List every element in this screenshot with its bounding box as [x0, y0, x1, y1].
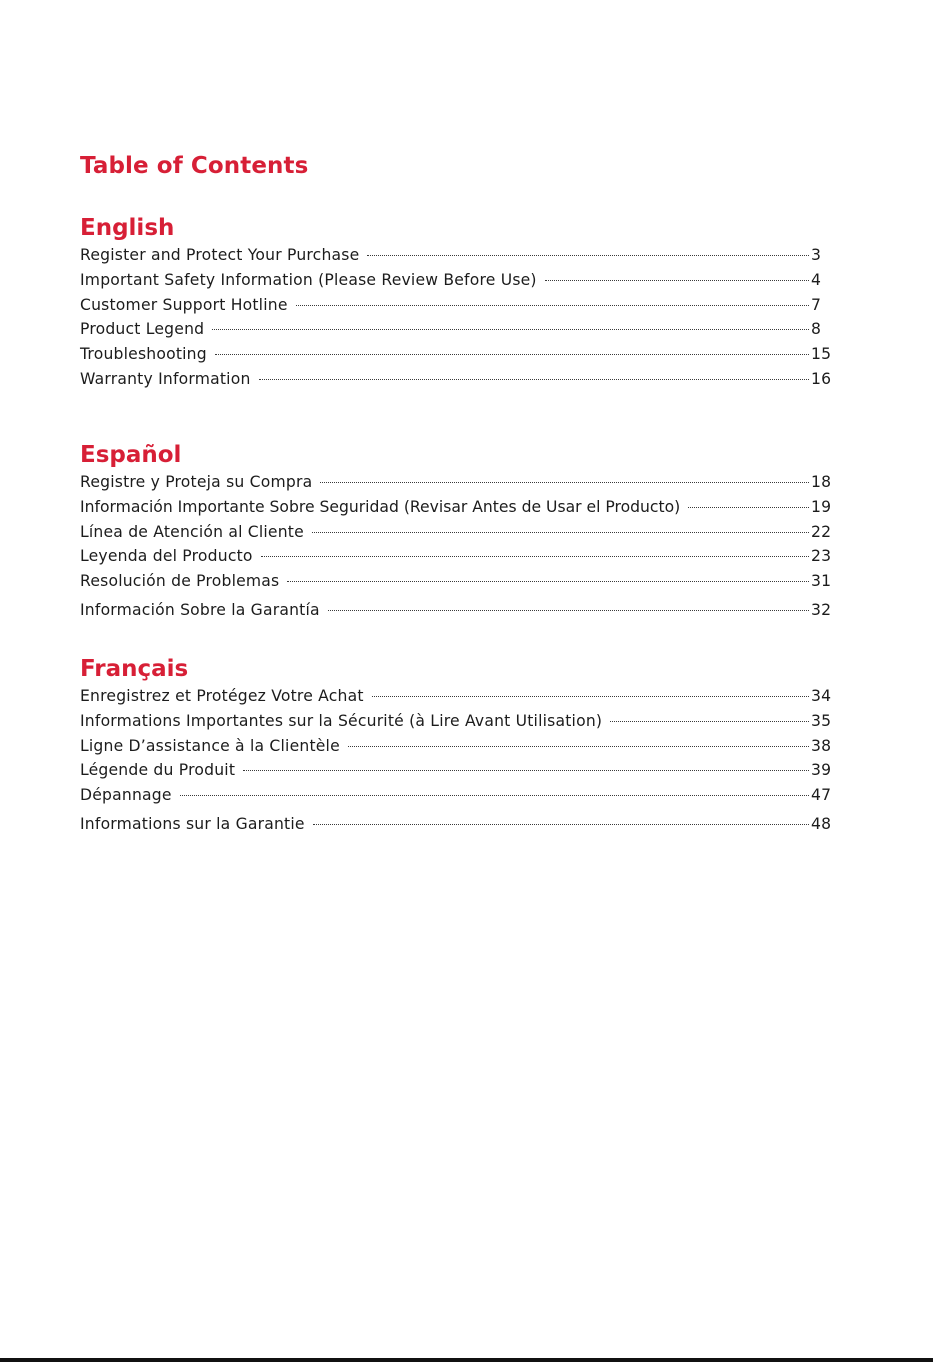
toc-entry-page: 19: [811, 497, 832, 516]
toc-entry[interactable]: [80, 293, 833, 318]
toc-entry-page: 32: [811, 600, 832, 619]
toc-entry-label: Informations sur la Garantie: [80, 814, 305, 833]
toc-entry-label: Légende du Produit: [80, 761, 236, 780]
toc-entry[interactable]: [80, 495, 833, 520]
toc-entry-label: Leyenda del Producto: [80, 547, 253, 566]
toc-entry[interactable]: [80, 470, 833, 495]
toc-entry-page: 18: [811, 473, 832, 491]
toc-entry[interactable]: [80, 734, 833, 759]
toc-entry-label: Enregistrez et Protégez Votre Achat: [80, 687, 364, 705]
dot-leader: [367, 255, 809, 256]
dot-leader: [348, 746, 809, 747]
toc-entry-page: 15: [811, 345, 832, 364]
toc-entry-label: Registre y Proteja su Compra: [80, 473, 313, 491]
toc-entry-page: 31: [811, 572, 832, 591]
toc-entry-label: Warranty Information: [80, 369, 251, 388]
dot-leader: [180, 795, 809, 796]
dot-leader: [215, 354, 809, 355]
dot-leader: [287, 581, 809, 582]
dot-leader: [312, 532, 809, 533]
dot-leader: [313, 824, 809, 825]
toc-entry[interactable]: [80, 598, 833, 623]
section-english: [80, 213, 833, 392]
dot-leader: [243, 770, 809, 771]
dot-leader: [212, 329, 809, 330]
toc-entry-label: Resolución de Problemas: [80, 572, 280, 591]
toc-entry-label: Información Importante Sobre Seguridad (Revisar Antes de Usar el Producto): [80, 497, 681, 516]
toc-entry-page: 34: [811, 687, 832, 705]
dot-leader: [328, 610, 809, 611]
dot-leader: [320, 482, 809, 483]
toc-entry-label: Informations Importantes sur la Sécurité (à Lire Avant Utilisation): [80, 711, 603, 730]
toc-entry-page: 48: [811, 814, 832, 833]
toc-entry-page: 38: [811, 736, 832, 755]
toc-entry-page: 39: [811, 761, 832, 780]
toc-entry-page: 47: [811, 786, 832, 805]
toc-entry[interactable]: [80, 709, 833, 734]
dot-leader: [545, 280, 809, 281]
toc-entry-label: Información Sobre la Garantía: [80, 600, 320, 619]
toc-entry-label: Register and Protect Your Purchase: [80, 246, 360, 264]
toc-entry[interactable]: [80, 684, 833, 709]
toc-entry[interactable]: [80, 758, 833, 783]
toc-entry-page: 35: [811, 711, 832, 730]
toc-entry-label: Troubleshooting: [80, 345, 207, 364]
toc-entry-page: 4: [811, 270, 822, 289]
page-title: Table of Contents: [80, 153, 309, 179]
toc-entry[interactable]: [80, 317, 833, 342]
toc-entry[interactable]: [80, 783, 833, 808]
toc-entry[interactable]: [80, 812, 833, 837]
section-heading: Français: [80, 656, 189, 682]
toc-entry[interactable]: [80, 367, 833, 392]
dot-leader: [610, 721, 809, 722]
toc-entry-label: Ligne D’assistance à la Clientèle: [80, 736, 340, 755]
toc-entry[interactable]: [80, 520, 833, 545]
toc-entry-label: Important Safety Information (Please Review Before Use): [80, 270, 537, 289]
toc-entry-label: Dépannage: [80, 786, 172, 805]
toc-entry-page: 16: [811, 369, 832, 388]
toc-entry-label: Customer Support Hotline: [80, 295, 288, 314]
toc-entry-label: Línea de Atención al Cliente: [80, 522, 304, 541]
section-heading: Español: [80, 442, 182, 468]
toc-entry[interactable]: [80, 544, 833, 569]
toc-entry-label: Product Legend: [80, 320, 205, 339]
toc-entry[interactable]: [80, 569, 833, 594]
dot-leader: [261, 556, 809, 557]
dot-leader: [296, 305, 809, 306]
section-francais: [80, 654, 833, 837]
section-heading: English: [80, 215, 175, 241]
toc-entry-page: 7: [811, 295, 822, 314]
section-espanol: [80, 440, 833, 623]
toc-entry-page: 22: [811, 522, 832, 541]
dot-leader: [259, 379, 809, 380]
toc-entry[interactable]: [80, 243, 833, 268]
dot-leader: [688, 507, 809, 508]
bottom-divider: [0, 1358, 933, 1362]
toc-entry[interactable]: [80, 268, 833, 293]
toc-entry[interactable]: [80, 342, 833, 367]
toc-entry-page: 23: [811, 547, 832, 566]
toc-entry-page: 8: [811, 320, 822, 339]
dot-leader: [372, 696, 809, 697]
toc-entry-page: 3: [811, 246, 822, 264]
